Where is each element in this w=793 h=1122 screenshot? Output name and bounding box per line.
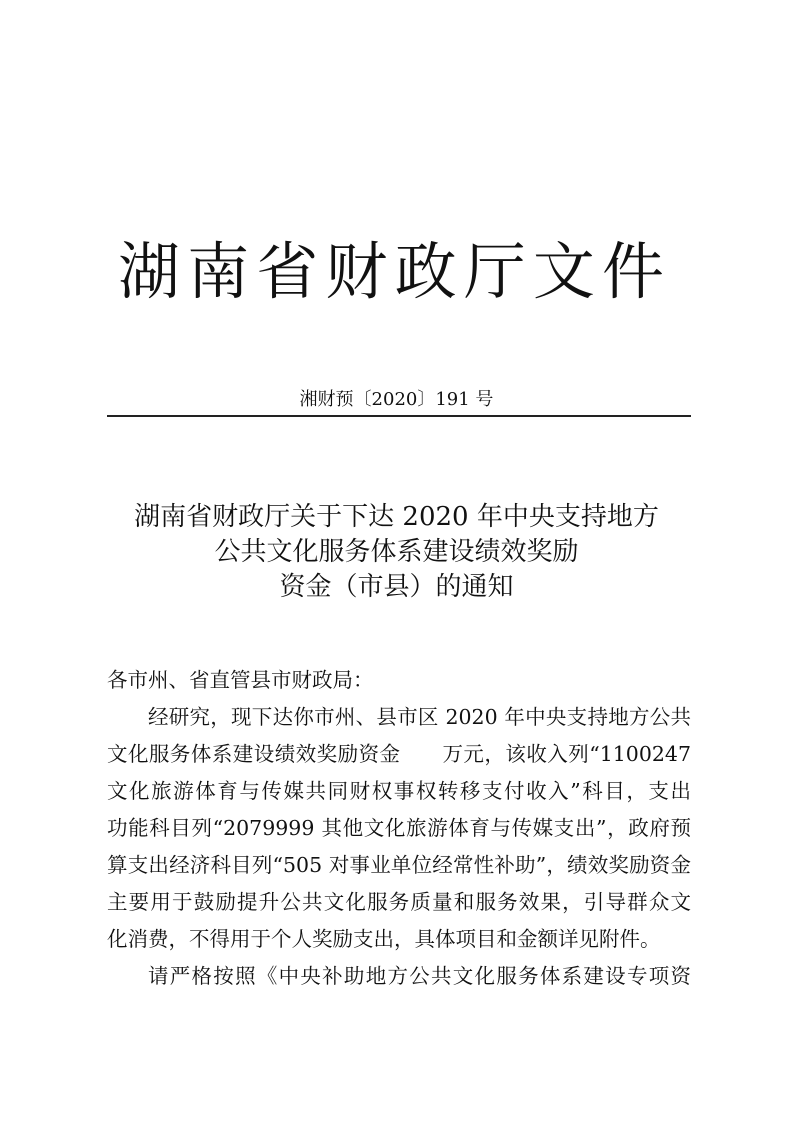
body-line: 主要用于鼓励提升公共文化服务质量和服务效果，引导群众文 bbox=[107, 890, 691, 914]
body-line: 功能科目列“2079999 其他文化旅游体育与传媒支出”，政府预 bbox=[107, 816, 691, 840]
body-line: 化消费，不得用于个人奖励支出，具体项目和金额详见附件。 bbox=[107, 927, 661, 951]
body-line: 请严格按照《中央补助地方公共文化服务体系建设专项资 bbox=[148, 964, 691, 988]
notice-title bbox=[0, 500, 793, 605]
notice-title-line: 资金（市县）的通知 bbox=[279, 572, 514, 602]
body-line: 文化旅游体育与传媒共同财权事权转移支付收入”科目，支出 bbox=[107, 779, 691, 803]
notice-body bbox=[107, 662, 691, 995]
body-line: 算支出经济科目列“505 对事业单位经常性补助”，绩效奖励资金 bbox=[107, 853, 691, 877]
salutation: 各市州、省直管县市财政局： bbox=[107, 668, 374, 692]
body-line: 文化服务体系建设绩效奖励资金 万元，该收入列“1100247 bbox=[107, 742, 691, 766]
notice-title-line: 湖南省财政厅关于下达 2020 年中央支持地方 bbox=[134, 502, 659, 532]
document-header-title: 湖南省财政厅文件 bbox=[118, 235, 670, 308]
header-divider bbox=[107, 415, 691, 417]
notice-title-line: 公共文化服务体系建设绩效奖励 bbox=[214, 537, 579, 567]
document-number: 湘财预〔2020〕191 号 bbox=[299, 389, 494, 410]
body-line: 经研究，现下达你市州、县市区 2020 年中央支持地方公共 bbox=[148, 705, 691, 729]
